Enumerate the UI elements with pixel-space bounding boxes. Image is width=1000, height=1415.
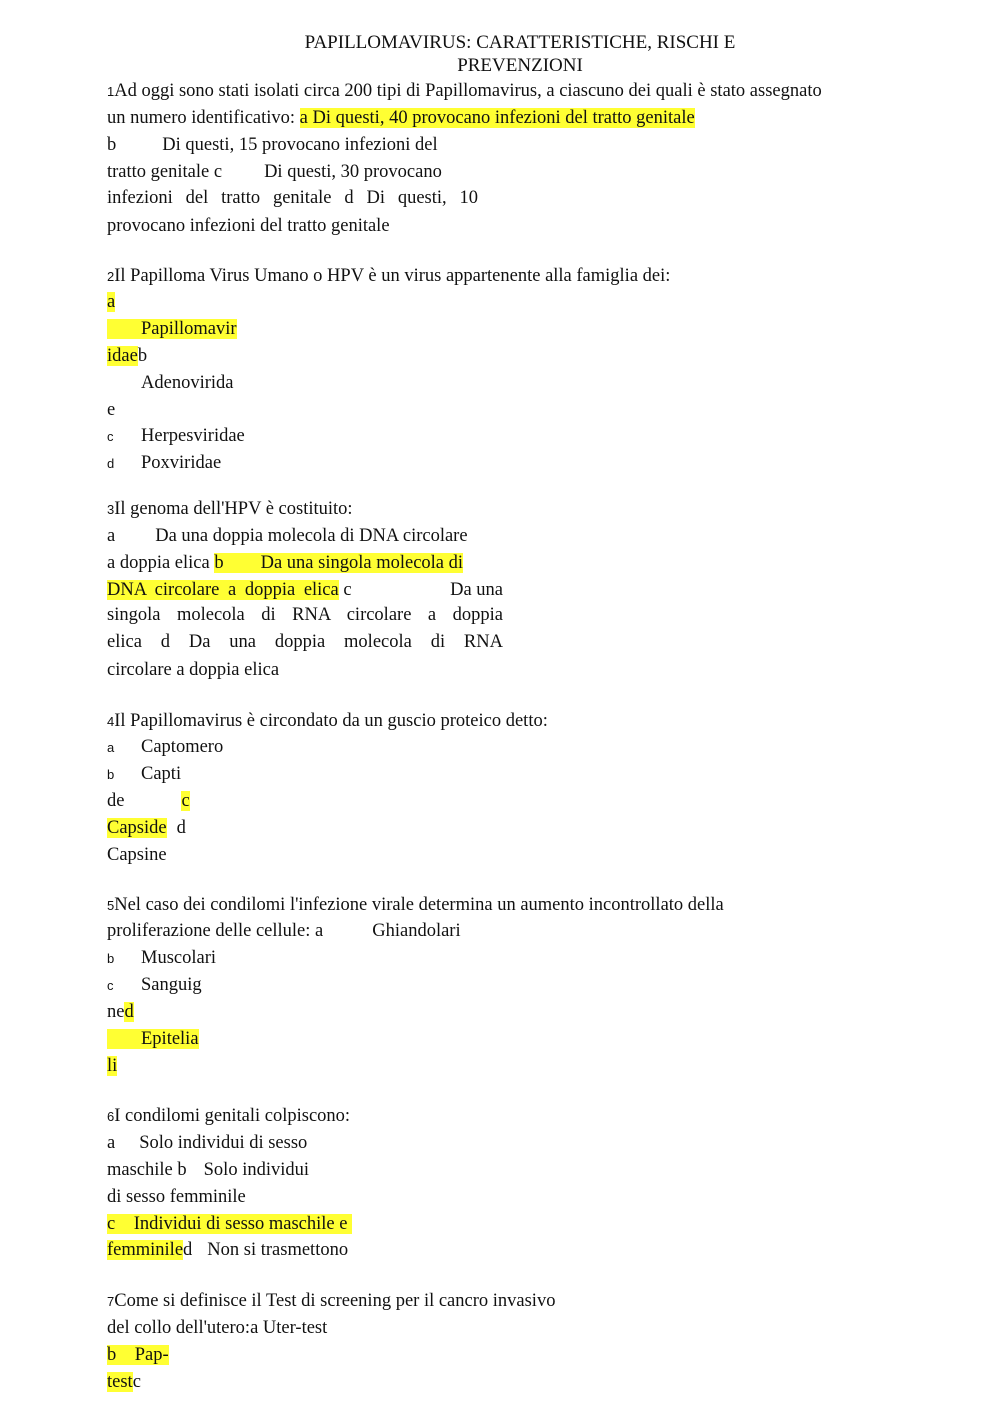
- answer-highlight: a Di questi, 40 provocano infezioni del tratto genitale: [299, 108, 695, 128]
- question-number: 1: [107, 84, 115, 99]
- answer-highlight: b Da una singola molecola di: [214, 553, 464, 573]
- document-title: [0, 31, 1000, 77]
- answer-highlight: li: [107, 1056, 118, 1076]
- question-3-stem: 3Il genoma dell'HPV è costituito:: [107, 499, 353, 519]
- title-line-2: PREVENZIONI: [457, 55, 583, 76]
- answer-highlight: test: [107, 1372, 133, 1392]
- answer-highlight: DNA circolare a doppia elica: [107, 580, 339, 600]
- answer-highlight: idae: [107, 346, 138, 366]
- document-page: PAPILLOMAVIRUS: CARATTERISTICHE, RISCHI E PREVENZIONI 1Ad oggi sono stati isolati circa 200 tipi di Papillomavirus, a ciascuno dei quali è stato assegnato un numero identificativo: a Di questi, 40 provocano infezioni del tratto genitale b Di questi, 15 provocano infezioni del tratto genitale c Di questi, 30 provocano infezioni del tratto genitale d Di questi, 10 provocano infezioni del tratto genitale 2Il Papilloma Virus Umano o HPV è un virus appartenente alla famiglia dei: a Papillomavir idaeb Adenovirida e c Herpesviridae d Poxviridae 3Il genoma dell'HPV è costituito: a Da una doppia molecola di DNA circolare a doppia elica b Da una singola molecola di DNA circolare a doppia elica c Da una singola molecola di RNA circolare a doppia elica d Da una doppia molecola di RNA circolare a doppia elica 4Il Papillomavirus è circondato da un guscio proteico detto: a Captomero b Capti de c Capside d Capsine 5Nel caso dei condilomi l'infezione virale determina un aumento incontrollato della proliferazione delle cellule: a Ghiandolari b Muscolari c Sanguig ned Epitelia li 6I condilomi genitali colpiscono: a Solo individui di sesso maschile b Solo individui di sesso femminile c Individui di sesso maschile e femminiled Non si trasmettono 7Come si definisce il Test di screening per il cancro invasivo del collo dell'utero:a Uter-test b Pap- testc: [0, 0, 1000, 1415]
- question-5-stem: 5Nel caso dei condilomi l'infezione virale determina un aumento incontrollato della: [107, 895, 724, 915]
- question-1-stem-cont: un numero identificativo: a Di questi, 40 provocano infezioni del tratto genitale: [107, 108, 695, 128]
- answer-highlight: a: [107, 292, 116, 312]
- answer-highlight: d: [124, 1002, 134, 1022]
- question-4-stem: 4Il Papillomavirus è circondato da un guscio proteico detto:: [107, 711, 548, 731]
- answer-highlight: Epitelia: [107, 1029, 199, 1049]
- answer-highlight: b Pap-: [107, 1345, 169, 1365]
- question-7-stem: 7Come si definisce il Test di screening per il cancro invasivo: [107, 1291, 556, 1311]
- answer-highlight: c Individui di sesso maschile e: [107, 1214, 353, 1234]
- question-6-stem: 6I condilomi genitali colpiscono:: [107, 1106, 351, 1126]
- answer-highlight: Capside: [107, 818, 167, 838]
- answer-highlight: c: [181, 791, 190, 811]
- answer-highlight: femminile: [107, 1240, 184, 1260]
- question-1-stem: 1Ad oggi sono stati isolati circa 200 tipi di Papillomavirus, a ciascuno dei quali è stato assegnato: [107, 81, 822, 101]
- title-line-1: PAPILLOMAVIRUS: CARATTERISTICHE, RISCHI E: [304, 32, 736, 53]
- question-2-stem: 2Il Papilloma Virus Umano o HPV è un virus appartenente alla famiglia dei:: [107, 266, 671, 286]
- answer-highlight: Papillomavir: [107, 319, 237, 339]
